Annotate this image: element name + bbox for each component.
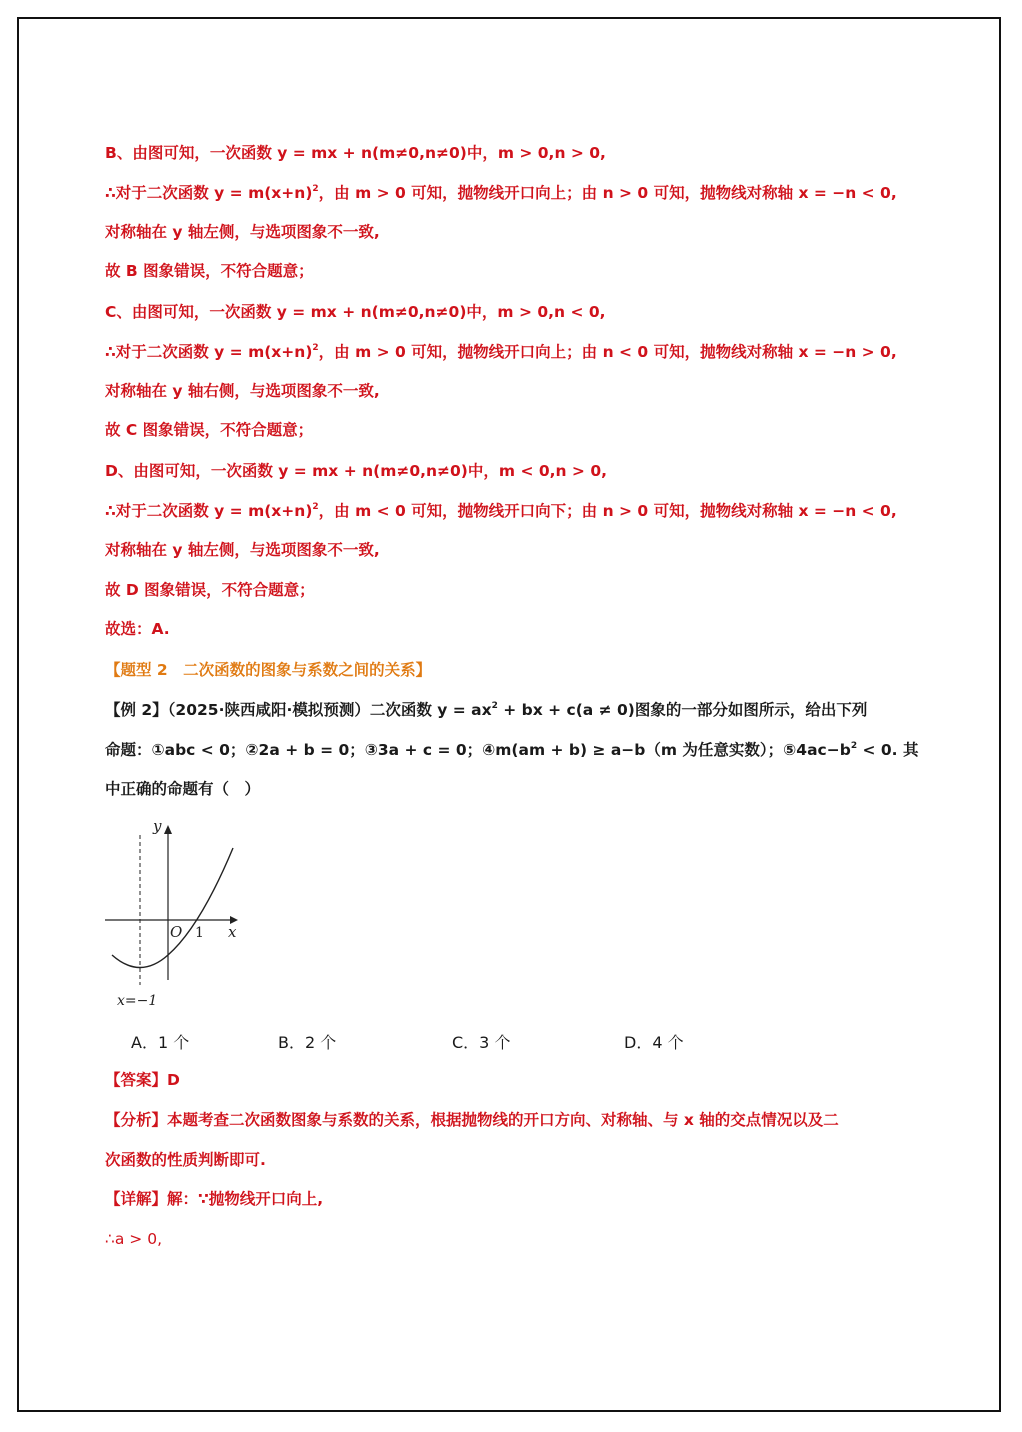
origin-label: O bbox=[170, 923, 183, 941]
example-line-3: 中正确的命题有（ ） bbox=[105, 780, 261, 798]
parabola-figure bbox=[100, 815, 250, 1010]
solution-line-d3: 对称轴在 y 轴左侧，与选项图象不一致, bbox=[105, 541, 380, 559]
option-b: B．2 个 bbox=[278, 1033, 337, 1052]
option-d: D．4 个 bbox=[624, 1033, 684, 1052]
y-axis-arrow bbox=[164, 825, 172, 834]
solution-line-d4: 故 D 图象错误，不符合题意； bbox=[105, 581, 315, 599]
solution-line-d1: D、由图可知，一次函数 y = mx + n(m≠0,n≠0)中，m < 0,n > 0, bbox=[105, 462, 607, 480]
conclusion-line: ∴a > 0, bbox=[105, 1230, 162, 1248]
detail-line: 【详解】解：∵抛物线开口向上, bbox=[105, 1190, 324, 1208]
parabola-curve bbox=[112, 848, 233, 968]
analysis-line-1: 【分析】本题考查二次函数图象与系数的关系，根据抛物线的开口方向、对称轴、与 x 轴的交点情况以及二 bbox=[105, 1111, 839, 1129]
solution-line-c3: 对称轴在 y 轴右侧，与选项图象不一致, bbox=[105, 382, 380, 400]
example-line-2: 命题：①abc < 0；②2a + b = 0；③3a + c = 0；④m(am + b) ≥ a−b（m 为任意实数）；$⑤4ac-b^2 < 0$. 其 bbox=[105, 741, 919, 759]
solution-line-b2: ∴对于二次函数 $y = m(x+n)^2$，由 m > 0 可知，抛物线开口向上；由 n > 0 可知，抛物线对称轴 x = −n < 0, bbox=[105, 184, 897, 202]
x-label: x bbox=[228, 923, 237, 941]
y-label: y bbox=[153, 817, 162, 835]
option-c: C．3 个 bbox=[452, 1033, 511, 1052]
solution-line-c2: ∴对于二次函数 $y = m(x+n)^2$，由 m > 0 可知，抛物线开口向上；由 n < 0 可知，抛物线对称轴 x = −n > 0, bbox=[105, 343, 897, 361]
axis-of-symmetry-label: x=−1 bbox=[117, 993, 158, 1009]
solution-line-b3: 对称轴在 y 轴左侧，与选项图象不一致, bbox=[105, 223, 380, 241]
analysis-line-2: 次函数的性质判断即可. bbox=[105, 1151, 266, 1169]
option-a: A．1 个 bbox=[131, 1033, 190, 1052]
solution-line-d2: ∴对于二次函数 $y = m(x+n)^2$，由 m < 0 可知，抛物线开口向下；由 n > 0 可知，抛物线对称轴 x = −n < 0, bbox=[105, 502, 897, 520]
solution-line-b1: B、由图可知，一次函数 y = mx + n(m≠0,n≠0)中，m > 0,n > 0, bbox=[105, 144, 606, 162]
answer: 【答案】D bbox=[105, 1071, 180, 1089]
section-title: 【题型 2 二次函数的图象与系数之间的关系】 bbox=[105, 661, 432, 679]
one-label: 1 bbox=[195, 925, 204, 941]
example-line-1: 【例 2】（2025·陕西咸阳·模拟预测）二次函数 $y = ax^2$ + bx + c(a ≠ 0)图象的一部分如图所示，给出下列 bbox=[105, 701, 868, 719]
solution-line-c1: C、由图可知，一次函数 y = mx + n(m≠0,n≠0)中，m > 0,n < 0, bbox=[105, 303, 606, 321]
solution-line-c4: 故 C 图象错误，不符合题意； bbox=[105, 421, 314, 439]
final-choice: 故选：A. bbox=[105, 620, 170, 638]
solution-line-b4: 故 B 图象错误，不符合题意； bbox=[105, 262, 314, 280]
